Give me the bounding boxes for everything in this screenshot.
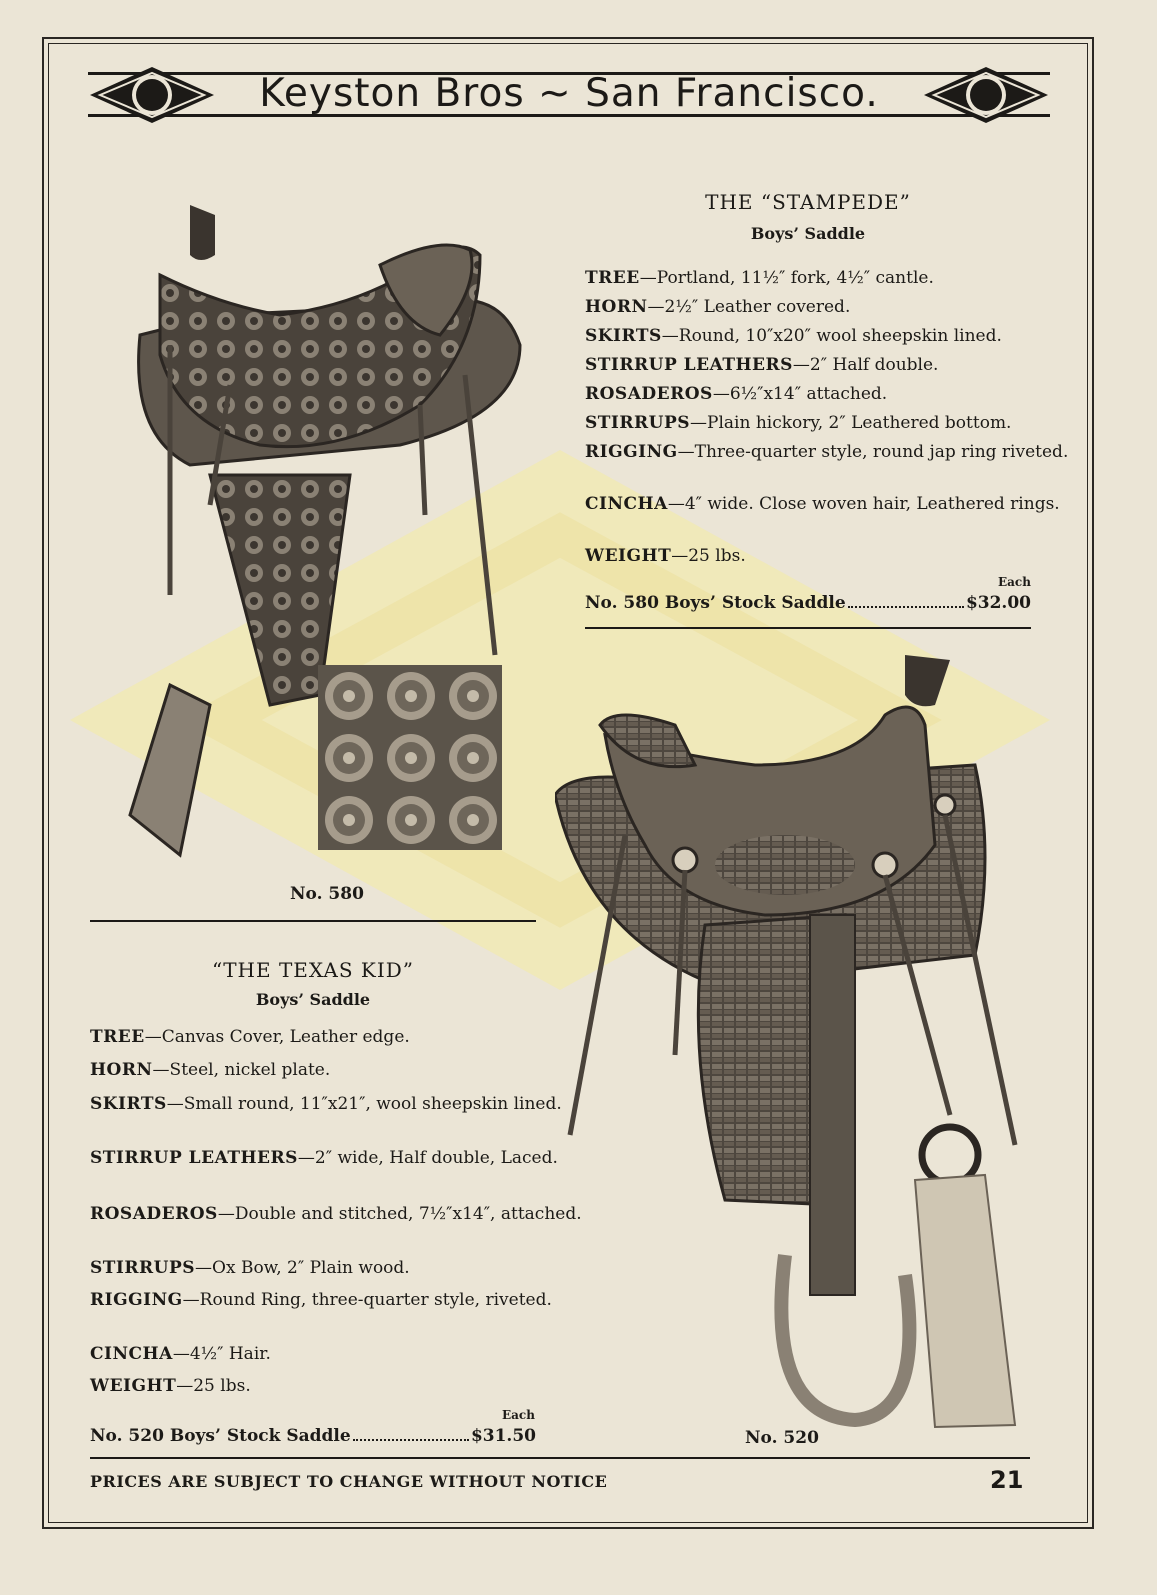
texas-kid-spec-weight: WEIGHT—25 lbs. (90, 1376, 251, 1396)
catalog-header (88, 62, 1050, 128)
texas-kid-each-label: Each (502, 1408, 535, 1422)
texas-kid-price-name: No. 520 Boys’ Stock Saddle (90, 1426, 351, 1446)
divider-right (585, 627, 1031, 629)
keyston-logo-left (88, 65, 216, 125)
keyston-logo-right (922, 65, 1050, 125)
stampede-price-line (585, 593, 1031, 613)
tooling-detail-photo (318, 665, 502, 850)
texas-kid-title: “THE TEXAS KID” (211, 958, 415, 982)
divider-left (90, 920, 536, 922)
stampede-spec-cincha: CINCHA—4″ wide. Close woven hair, Leathered rings. (585, 494, 1060, 514)
stampede-price-name: No. 580 Boys’ Stock Saddle (585, 593, 846, 613)
texas-kid-spec-rigging: RIGGING—Round Ring, three-quarter style, riveted. (90, 1290, 552, 1310)
texas-kid-spec-rosaderos: ROSADEROS—Double and stitched, 7½″x14″, attached. (90, 1204, 582, 1224)
texas-kid-subtitle: Boys’ Saddle (255, 990, 371, 1009)
texas-kid-spec-stirrup-leathers: STIRRUP LEATHERS—2″ wide, Half double, Laced. (90, 1148, 558, 1168)
stampede-each-label: Each (998, 575, 1031, 589)
texas-kid-price: $31.50 (470, 1426, 536, 1446)
stampede-spec-weight: WEIGHT—25 lbs. (585, 546, 746, 566)
price-leader-dots (848, 593, 964, 608)
stampede-spec-stirrup-leathers: STIRRUP LEATHERS—2″ Half double. (585, 355, 939, 375)
stampede-price: $32.00 (965, 593, 1031, 613)
stampede-subtitle: Boys’ Saddle (750, 224, 866, 243)
texas-kid-spec-tree: TREE—Canvas Cover, Leather edge. (90, 1027, 410, 1047)
stampede-spec-skirts: SKIRTS—Round, 10″x20″ wool sheepskin lined. (585, 326, 1002, 346)
stampede-spec-stirrups: STIRRUPS—Plain hickory, 2″ Leathered bottom. (585, 413, 1012, 433)
footer-rule (90, 1457, 1030, 1459)
stampede-spec-tree: TREE—Portland, 11½″ fork, 4½″ cantle. (585, 268, 934, 288)
texas-kid-spec-cincha: CINCHA—4½″ Hair. (90, 1344, 271, 1364)
texas-kid-spec-skirts: SKIRTS—Small round, 11″x21″, wool sheepskin lined. (90, 1094, 562, 1114)
saddle-520-caption: No. 520 (745, 1428, 819, 1448)
stampede-spec-rosaderos: ROSADEROS—6½″x14″ attached. (585, 384, 888, 404)
saddle-520-photo (555, 655, 1035, 1430)
stampede-spec-horn: HORN—2½″ Leather covered. (585, 297, 851, 317)
texas-kid-spec-horn: HORN—Steel, nickel plate. (90, 1060, 331, 1080)
page-number: 21 (990, 1466, 1024, 1494)
footer-note: PRICES ARE SUBJECT TO CHANGE WITHOUT NOTICE (90, 1472, 608, 1491)
texas-kid-spec-stirrups: STIRRUPS—Ox Bow, 2″ Plain wood. (90, 1258, 410, 1278)
texas-kid-price-line (90, 1426, 536, 1446)
header-title: Keyston Bros ~ San Francisco. (259, 71, 879, 116)
stampede-title: THE “STAMPEDE” (705, 190, 911, 214)
stampede-spec-rigging: RIGGING—Three-quarter style, round jap ring riveted. (585, 442, 1069, 462)
price-leader-dots (353, 1426, 469, 1441)
saddle-580-caption: No. 580 (290, 884, 364, 904)
